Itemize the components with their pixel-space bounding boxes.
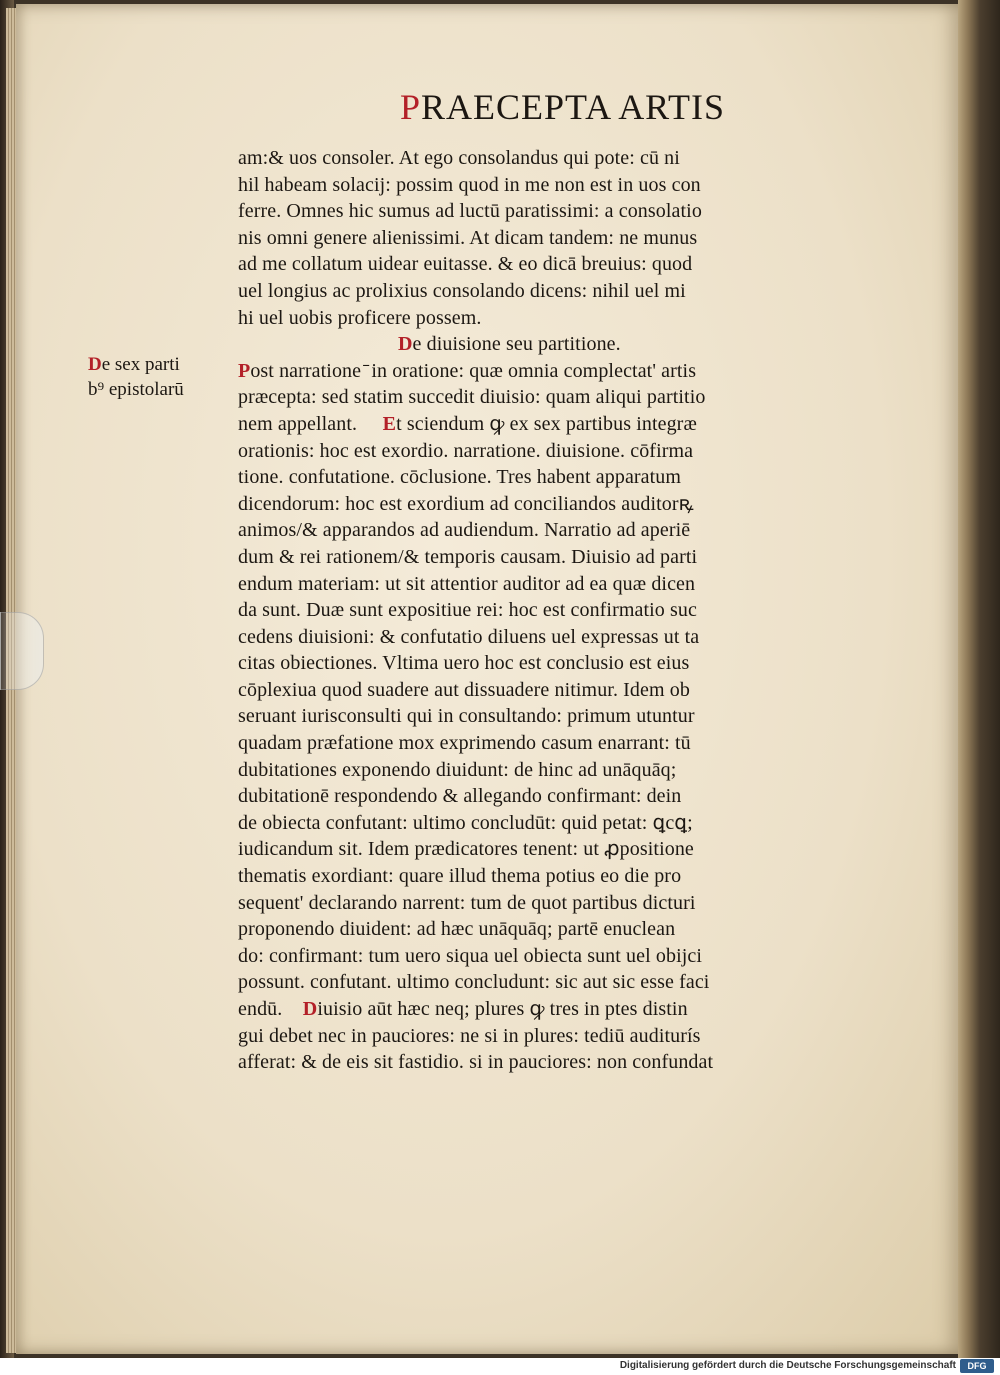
- margin-note-line-1: [88, 352, 238, 377]
- text-line: cōplexiua quod suadere aut dissuadere nitimur. Idem ob: [238, 678, 690, 701]
- text-fragment: iuisio aūt hæc neq; plures ꝙ tres in ptes distin: [317, 998, 688, 1020]
- text-line: afferat: & de eis sit fastidio. si in pauciores: non confundat: [238, 1051, 714, 1074]
- lines-after: [238, 438, 850, 996]
- text-line: dum & rei rationem/& temporis causam. Diuisio ad parti: [238, 545, 698, 568]
- text-line: do: confirmant: tum uero siqua uel obiecta sunt uel obijci: [238, 944, 703, 967]
- text-fragment: endū.: [238, 998, 283, 1020]
- text-line: citas obiectiones. Vltima uero hoc est conclusio est eius: [238, 652, 690, 675]
- heading-text: e diuisione seu partitione.: [412, 333, 621, 356]
- title-text: RAECEPTA ARTIS: [421, 87, 726, 127]
- text-line: thematis exordiant: quare illud thema potius eo die pro: [238, 865, 682, 888]
- margin-note-initial: D: [88, 354, 102, 375]
- text-line: præcepta: sed statim succedit diuisio: quam aliqui partitio: [238, 386, 706, 409]
- margin-note: [88, 352, 238, 402]
- dfg-logo: DFG: [960, 1359, 994, 1373]
- text-line: nis omni genere alienissimi. At dicam tandem: ne munus: [238, 226, 698, 249]
- text-line: gui debet nec in pauciores: ne si in plures: tediū auditurís: [238, 1024, 701, 1047]
- lines-before: [238, 145, 850, 331]
- text-line: proponendo diuident: ad hæc unāquāq; partē enuclean: [238, 918, 676, 941]
- text-line-with-initial: [238, 996, 850, 1023]
- section-heading: [238, 331, 850, 358]
- text-line: quadam præfatione mox exprimendo casum enarrant: tū: [238, 732, 691, 755]
- inline-red-initial: D: [302, 998, 318, 1020]
- margin-note-line-2: b⁹ epistolarū: [88, 379, 184, 400]
- text-line: dubitationē respondendo & allegando confirmant: dein: [238, 785, 682, 808]
- text-fragment: nem appellant.: [238, 412, 358, 435]
- margin-note-text-1: e sex parti: [101, 354, 180, 375]
- text-line: ad me collatum uidear euitasse. & eo dicā breuius: quod: [238, 253, 693, 276]
- main-text-block: [238, 145, 850, 1076]
- book-edge-right: [958, 0, 1000, 1358]
- paragraph-first-line: [238, 358, 850, 385]
- inline-red-initial: E: [382, 412, 397, 435]
- text-line: dubitationes exponendo diuidunt: de hinc ad unāquāq;: [238, 758, 677, 781]
- text-line: seruant iurisconsulti qui in consultando: primum utuntur: [238, 705, 695, 728]
- text-fragment: t sciendum ꝙ ex sex partibus integræ: [396, 412, 697, 435]
- text-line: ferre. Omnes hic sumus ad luctū paratissimi: a consolatio: [238, 200, 702, 223]
- footer-credit: Digitalisierung gefördert durch die Deutsche Forschungsgemeinschaft: [619, 1360, 956, 1371]
- text-line-with-initial: [238, 411, 850, 438]
- text-line: possunt. confutant. ultimo concludunt: sic aut sic esse faci: [238, 971, 710, 994]
- text-line: tione. confutatione. cōclusione. Tres habent apparatum: [238, 466, 682, 489]
- text-line: orationis: hoc est exordio. narratione. diuisione. cōfirma: [238, 439, 694, 462]
- text-line: dicendorum: hoc est exordium ad conciliandos auditorꝶ: [238, 492, 694, 515]
- text-line: endum materiam: ut sit attentior auditor ad ea quæ dicen: [238, 572, 696, 595]
- text-line: hil habeam solacij: possim quod in me non est in uos con: [238, 173, 701, 196]
- text-line: animos/& apparandos ad audiendum. Narratio ad aperiē: [238, 519, 691, 542]
- text-line: sequent' declarando narrent: tum de quot partibus dicturi: [238, 891, 696, 914]
- title-red-initial: P: [400, 87, 422, 127]
- page-clip: [0, 612, 44, 690]
- page-title: [400, 86, 760, 128]
- text-line: uel longius ac prolixius consolando dicens: nihil uel mi: [238, 279, 686, 302]
- text-line: da sunt. Duæ sunt expositiue rei: hoc est confirmatio suc: [238, 599, 697, 622]
- text-line: cedens diuisioni: & confutatio diluens uel expressas ut ta: [238, 625, 700, 648]
- paragraph-initial: P: [238, 359, 251, 382]
- text-line: de obiecta confutant: ultimo concludūt: quid petat: ꝗcꝗ;: [238, 811, 693, 834]
- text-line: hi uel uobis proficere possem.: [238, 306, 482, 329]
- text-line: am:& uos consoler. At ego consolandus qui pote: cū ni: [238, 147, 680, 169]
- text-line: iudicandum sit. Idem prædicatores tenent: ut ꝓpositione: [238, 838, 694, 861]
- paragraph-first-text: ost narratione ̄ in oratione: quæ omnia complectat' artis: [250, 359, 697, 382]
- heading-initial: D: [398, 333, 413, 356]
